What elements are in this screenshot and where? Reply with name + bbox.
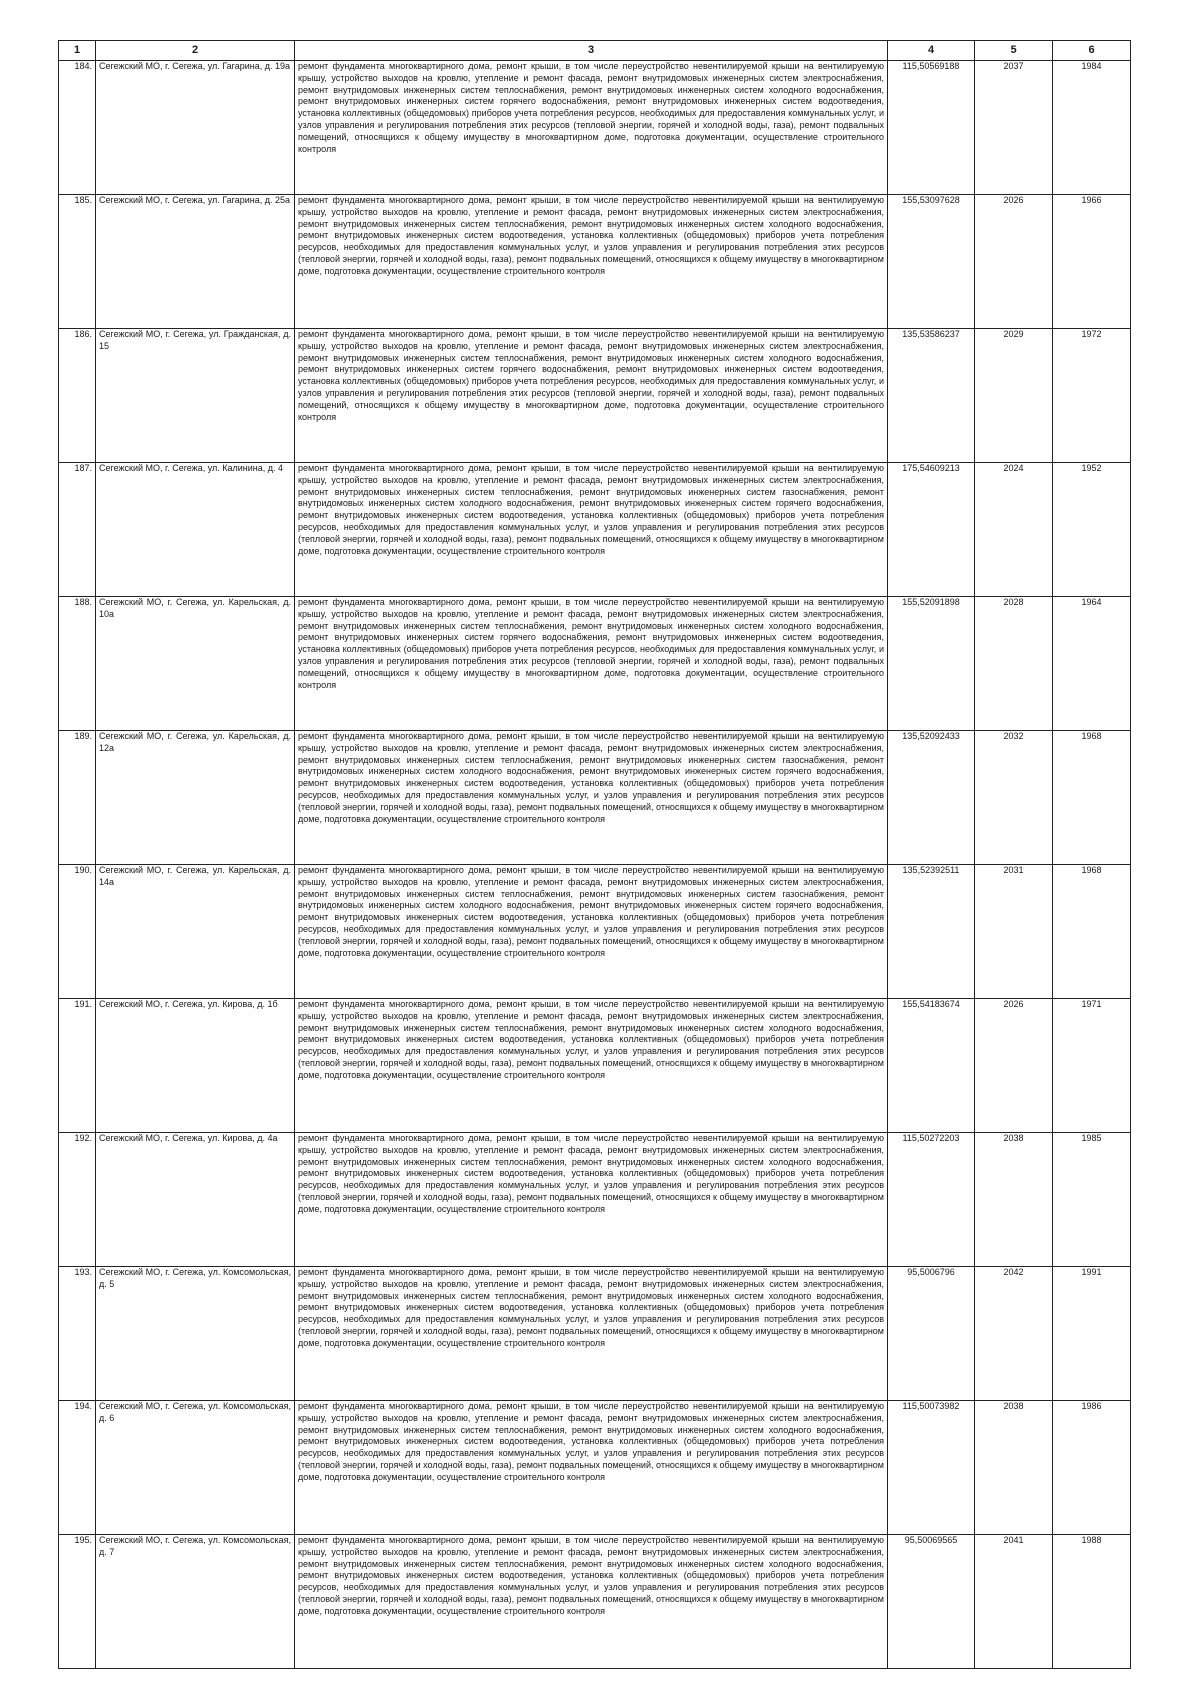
works-cell: ремонт фундамента многоквартирного дома, ремонт крыши, в том числе переустройство невентилируемой крыши на вентилируемую крышу, устройство выходов на кровлю, утепление и ремонт фасада, ремонт внутридомовых инженерных систем электроснабжения, ремонт внутридомовых инженерных систем теплоснабжения, ремонт внутридомовых инженерных систем холодного водоснабжения, ремонт внутридомовых инженерных систем водоотведения, установка коллективных (общедомовых) приборов учета потребления ресурсов, необходимых для предоставления коммунальных услуг, и узлов управления и регулирования потребления этих ресурсов (тепловой энергии, горячей и холодной воды, газа), ремонт подвальных помещений, относящихся к общему имуществу в многоквартирном доме, подготовка документации, осуществление строительного контроля — [295, 1535, 888, 1669]
built-year-cell: 1984 — [1053, 61, 1131, 195]
address-cell: Сегежский МО, г. Сегежа, ул. Комсомольская, д. 6 — [96, 1401, 295, 1535]
row-number: 188. — [59, 597, 96, 731]
planned-year-cell: 2042 — [975, 1267, 1053, 1401]
built-year-cell: 1972 — [1053, 329, 1131, 463]
column-header: 6 — [1053, 41, 1131, 61]
row-number: 193. — [59, 1267, 96, 1401]
table-row — [59, 61, 1131, 195]
row-number: 190. — [59, 865, 96, 999]
table-row — [59, 1133, 1131, 1267]
address-cell: Сегежский МО, г. Сегежа, ул. Карельская, д. 12а — [96, 731, 295, 865]
value-cell: 155,52091898 — [888, 597, 975, 731]
planned-year-cell: 2037 — [975, 61, 1053, 195]
row-number: 189. — [59, 731, 96, 865]
address-cell: Сегежский МО, г. Сегежа, ул. Карельская, д. 14а — [96, 865, 295, 999]
row-number: 195. — [59, 1535, 96, 1669]
works-cell: ремонт фундамента многоквартирного дома, ремонт крыши, в том числе переустройство невентилируемой крыши на вентилируемую крышу, устройство выходов на кровлю, утепление и ремонт фасада, ремонт внутридомовых инженерных систем электроснабжения, ремонт внутридомовых инженерных систем теплоснабжения, ремонт внутридомовых инженерных систем холодного водоснабжения, ремонт внутридомовых инженерных систем водоотведения, установка коллективных (общедомовых) приборов учета потребления ресурсов, необходимых для предоставления коммунальных услуг, и узлов управления и регулирования потребления этих ресурсов (тепловой энергии, горячей и холодной воды, газа), ремонт подвальных помещений, относящихся к общему имуществу в многоквартирном доме, подготовка документации, осуществление строительного контроля — [295, 1133, 888, 1267]
table-row — [59, 1535, 1131, 1669]
address-cell: Сегежский МО, г. Сегежа, ул. Комсомольская, д. 5 — [96, 1267, 295, 1401]
table-row — [59, 865, 1131, 999]
column-header: 5 — [975, 41, 1053, 61]
built-year-cell: 1966 — [1053, 195, 1131, 329]
row-number: 184. — [59, 61, 96, 195]
address-cell: Сегежский МО, г. Сегежа, ул. Гагарина, д. 19а — [96, 61, 295, 195]
planned-year-cell: 2024 — [975, 463, 1053, 597]
works-cell: ремонт фундамента многоквартирного дома, ремонт крыши, в том числе переустройство невентилируемой крыши на вентилируемую крышу, устройство выходов на кровлю, утепление и ремонт фасада, ремонт внутридомовых инженерных систем электроснабжения, ремонт внутридомовых инженерных систем теплоснабжения, ремонт внутридомовых инженерных систем холодного водоснабжения, ремонт внутридомовых инженерных систем водоотведения, установка коллективных (общедомовых) приборов учета потребления ресурсов, необходимых для предоставления коммунальных услуг, и узлов управления и регулирования потребления этих ресурсов (тепловой энергии, горячей и холодной воды, газа), ремонт подвальных помещений, относящихся к общему имуществу в многоквартирном доме, подготовка документации, осуществление строительного контроля — [295, 1267, 888, 1401]
built-year-cell: 1985 — [1053, 1133, 1131, 1267]
value-cell: 115,50272203 — [888, 1133, 975, 1267]
works-cell: ремонт фундамента многоквартирного дома, ремонт крыши, в том числе переустройство невентилируемой крыши на вентилируемую крышу, устройство выходов на кровлю, утепление и ремонт фасада, ремонт внутридомовых инженерных систем электроснабжения, ремонт внутридомовых инженерных систем теплоснабжения, ремонт внутридомовых инженерных систем газоснабжения, ремонт внутридомовых инженерных систем холодного водоснабжения, ремонт внутридомовых инженерных систем горячего водоснабжения, ремонт внутридомовых инженерных систем водоотведения, установка коллективных (общедомовых) приборов учета потребления ресурсов, необходимых для предоставления коммунальных услуг, и узлов управления и регулирования потребления этих ресурсов (тепловой энергии, горячей и холодной воды, газа), ремонт подвальных помещений, относящихся к общему имуществу в многоквартирном доме, подготовка документации, осуществление строительного контроля — [295, 731, 888, 865]
works-cell: ремонт фундамента многоквартирного дома, ремонт крыши, в том числе переустройство невентилируемой крыши на вентилируемую крышу, устройство выходов на кровлю, утепление и ремонт фасада, ремонт внутридомовых инженерных систем электроснабжения, ремонт внутридомовых инженерных систем теплоснабжения, ремонт внутридомовых инженерных систем холодного водоснабжения, ремонт внутридомовых инженерных систем горячего водоснабжения, ремонт внутридомовых инженерных систем водоотведения, установка коллективных (общедомовых) приборов учета потребления ресурсов, необходимых для предоставления коммунальных услуг, и узлов управления и регулирования потребления этих ресурсов (тепловой энергии, горячей и холодной воды, газа), ремонт подвальных помещений, относящихся к общему имуществу в многоквартирном доме, подготовка документации, осуществление строительного контроля — [295, 61, 888, 195]
table-row — [59, 463, 1131, 597]
address-cell: Сегежский МО, г. Сегежа, ул. Кирова, д. 4а — [96, 1133, 295, 1267]
address-cell: Сегежский МО, г. Сегежа, ул. Гражданская, д. 15 — [96, 329, 295, 463]
column-number-row — [59, 41, 1131, 61]
value-cell: 135,53586237 — [888, 329, 975, 463]
table-row — [59, 999, 1131, 1133]
planned-year-cell: 2038 — [975, 1133, 1053, 1267]
capital-repair-table — [58, 40, 1131, 1669]
built-year-cell: 1971 — [1053, 999, 1131, 1133]
row-number: 191. — [59, 999, 96, 1133]
works-cell: ремонт фундамента многоквартирного дома, ремонт крыши, в том числе переустройство невентилируемой крыши на вентилируемую крышу, устройство выходов на кровлю, утепление и ремонт фасада, ремонт внутридомовых инженерных систем электроснабжения, ремонт внутридомовых инженерных систем теплоснабжения, ремонт внутридомовых инженерных систем газоснабжения, ремонт внутридомовых инженерных систем холодного водоснабжения, ремонт внутридомовых инженерных систем горячего водоснабжения, ремонт внутридомовых инженерных систем водоотведения, установка коллективных (общедомовых) приборов учета потребления ресурсов, необходимых для предоставления коммунальных услуг, и узлов управления и регулирования потребления этих ресурсов (тепловой энергии, горячей и холодной воды, газа), ремонт подвальных помещений, относящихся к общему имуществу в многоквартирном доме, подготовка документации, осуществление строительного контроля — [295, 865, 888, 999]
planned-year-cell: 2032 — [975, 731, 1053, 865]
row-number: 187. — [59, 463, 96, 597]
built-year-cell: 1988 — [1053, 1535, 1131, 1669]
built-year-cell: 1968 — [1053, 731, 1131, 865]
table-row — [59, 597, 1131, 731]
planned-year-cell: 2041 — [975, 1535, 1053, 1669]
planned-year-cell: 2028 — [975, 597, 1053, 731]
row-number: 185. — [59, 195, 96, 329]
built-year-cell: 1991 — [1053, 1267, 1131, 1401]
planned-year-cell: 2029 — [975, 329, 1053, 463]
column-header: 1 — [59, 41, 96, 61]
built-year-cell: 1986 — [1053, 1401, 1131, 1535]
value-cell: 135,52392511 — [888, 865, 975, 999]
works-cell: ремонт фундамента многоквартирного дома, ремонт крыши, в том числе переустройство невентилируемой крыши на вентилируемую крышу, устройство выходов на кровлю, утепление и ремонт фасада, ремонт внутридомовых инженерных систем электроснабжения, ремонт внутридомовых инженерных систем теплоснабжения, ремонт внутридомовых инженерных систем холодного водоснабжения, ремонт внутридомовых инженерных систем горячего водоснабжения, ремонт внутридомовых инженерных систем водоотведения, установка коллективных (общедомовых) приборов учета потребления ресурсов, необходимых для предоставления коммунальных услуг, и узлов управления и регулирования потребления этих ресурсов (тепловой энергии, горячей и холодной воды, газа), ремонт подвальных помещений, относящихся к общему имуществу в многоквартирном доме, подготовка документации, осуществление строительного контроля — [295, 329, 888, 463]
address-cell: Сегежский МО, г. Сегежа, ул. Кирова, д. 1б — [96, 999, 295, 1133]
value-cell: 95,50069565 — [888, 1535, 975, 1669]
planned-year-cell: 2038 — [975, 1401, 1053, 1535]
works-cell: ремонт фундамента многоквартирного дома, ремонт крыши, в том числе переустройство невентилируемой крыши на вентилируемую крышу, устройство выходов на кровлю, утепление и ремонт фасада, ремонт внутридомовых инженерных систем электроснабжения, ремонт внутридомовых инженерных систем теплоснабжения, ремонт внутридомовых инженерных систем газоснабжения, ремонт внутридомовых инженерных систем холодного водоснабжения, ремонт внутридомовых инженерных систем горячего водоснабжения, ремонт внутридомовых инженерных систем водоотведения, установка коллективных (общедомовых) приборов учета потребления ресурсов, необходимых для предоставления коммунальных услуг, и узлов управления и регулирования потребления этих ресурсов (тепловой энергии, горячей и холодной воды, газа), ремонт подвальных помещений, относящихся к общему имуществу в многоквартирном доме, подготовка документации, осуществление строительного контроля — [295, 463, 888, 597]
works-cell: ремонт фундамента многоквартирного дома, ремонт крыши, в том числе переустройство невентилируемой крыши на вентилируемую крышу, устройство выходов на кровлю, утепление и ремонт фасада, ремонт внутридомовых инженерных систем электроснабжения, ремонт внутридомовых инженерных систем теплоснабжения, ремонт внутридомовых инженерных систем холодного водоснабжения, ремонт внутридомовых инженерных систем водоотведения, установка коллективных (общедомовых) приборов учета потребления ресурсов, необходимых для предоставления коммунальных услуг, и узлов управления и регулирования потребления этих ресурсов (тепловой энергии, горячей и холодной воды, газа), ремонт подвальных помещений, относящихся к общему имуществу в многоквартирном доме, подготовка документации, осуществление строительного контроля — [295, 195, 888, 329]
address-cell: Сегежский МО, г. Сегежа, ул. Калинина, д. 4 — [96, 463, 295, 597]
planned-year-cell: 2026 — [975, 195, 1053, 329]
value-cell: 155,54183674 — [888, 999, 975, 1133]
table-row — [59, 1267, 1131, 1401]
address-cell: Сегежский МО, г. Сегежа, ул. Карельская, д. 10а — [96, 597, 295, 731]
column-header: 4 — [888, 41, 975, 61]
planned-year-cell: 2031 — [975, 865, 1053, 999]
built-year-cell: 1964 — [1053, 597, 1131, 731]
value-cell: 135,52092433 — [888, 731, 975, 865]
table-row — [59, 195, 1131, 329]
value-cell: 175,54609213 — [888, 463, 975, 597]
built-year-cell: 1968 — [1053, 865, 1131, 999]
table-row — [59, 329, 1131, 463]
value-cell: 95,5006796 — [888, 1267, 975, 1401]
value-cell: 115,50073982 — [888, 1401, 975, 1535]
column-header: 3 — [295, 41, 888, 61]
built-year-cell: 1952 — [1053, 463, 1131, 597]
address-cell: Сегежский МО, г. Сегежа, ул. Комсомольская, д. 7 — [96, 1535, 295, 1669]
row-number: 194. — [59, 1401, 96, 1535]
works-cell: ремонт фундамента многоквартирного дома, ремонт крыши, в том числе переустройство невентилируемой крыши на вентилируемую крышу, устройство выходов на кровлю, утепление и ремонт фасада, ремонт внутридомовых инженерных систем электроснабжения, ремонт внутридомовых инженерных систем теплоснабжения, ремонт внутридомовых инженерных систем холодного водоснабжения, ремонт внутридомовых инженерных систем горячего водоснабжения, ремонт внутридомовых инженерных систем водоотведения, установка коллективных (общедомовых) приборов учета потребления ресурсов, необходимых для предоставления коммунальных услуг, и узлов управления и регулирования потребления этих ресурсов (тепловой энергии, горячей и холодной воды, газа), ремонт подвальных помещений, относящихся к общему имуществу в многоквартирном доме, подготовка документации, осуществление строительного контроля — [295, 597, 888, 731]
works-cell: ремонт фундамента многоквартирного дома, ремонт крыши, в том числе переустройство невентилируемой крыши на вентилируемую крышу, устройство выходов на кровлю, утепление и ремонт фасада, ремонт внутридомовых инженерных систем электроснабжения, ремонт внутридомовых инженерных систем теплоснабжения, ремонт внутридомовых инженерных систем холодного водоснабжения, ремонт внутридомовых инженерных систем водоотведения, установка коллективных (общедомовых) приборов учета потребления ресурсов, необходимых для предоставления коммунальных услуг, и узлов управления и регулирования потребления этих ресурсов (тепловой энергии, горячей и холодной воды, газа), ремонт подвальных помещений, относящихся к общему имуществу в многоквартирном доме, подготовка документации, осуществление строительного контроля — [295, 999, 888, 1133]
table-row — [59, 1401, 1131, 1535]
value-cell: 155,53097628 — [888, 195, 975, 329]
row-number: 186. — [59, 329, 96, 463]
column-header: 2 — [96, 41, 295, 61]
address-cell: Сегежский МО, г. Сегежа, ул. Гагарина, д. 25а — [96, 195, 295, 329]
planned-year-cell: 2026 — [975, 999, 1053, 1133]
table-row — [59, 731, 1131, 865]
row-number: 192. — [59, 1133, 96, 1267]
value-cell: 115,50569188 — [888, 61, 975, 195]
works-cell: ремонт фундамента многоквартирного дома, ремонт крыши, в том числе переустройство невентилируемой крыши на вентилируемую крышу, устройство выходов на кровлю, утепление и ремонт фасада, ремонт внутридомовых инженерных систем электроснабжения, ремонт внутридомовых инженерных систем теплоснабжения, ремонт внутридомовых инженерных систем холодного водоснабжения, ремонт внутридомовых инженерных систем водоотведения, установка коллективных (общедомовых) приборов учета потребления ресурсов, необходимых для предоставления коммунальных услуг, и узлов управления и регулирования потребления этих ресурсов (тепловой энергии, горячей и холодной воды, газа), ремонт подвальных помещений, относящихся к общему имуществу в многоквартирном доме, подготовка документации, осуществление строительного контроля — [295, 1401, 888, 1535]
